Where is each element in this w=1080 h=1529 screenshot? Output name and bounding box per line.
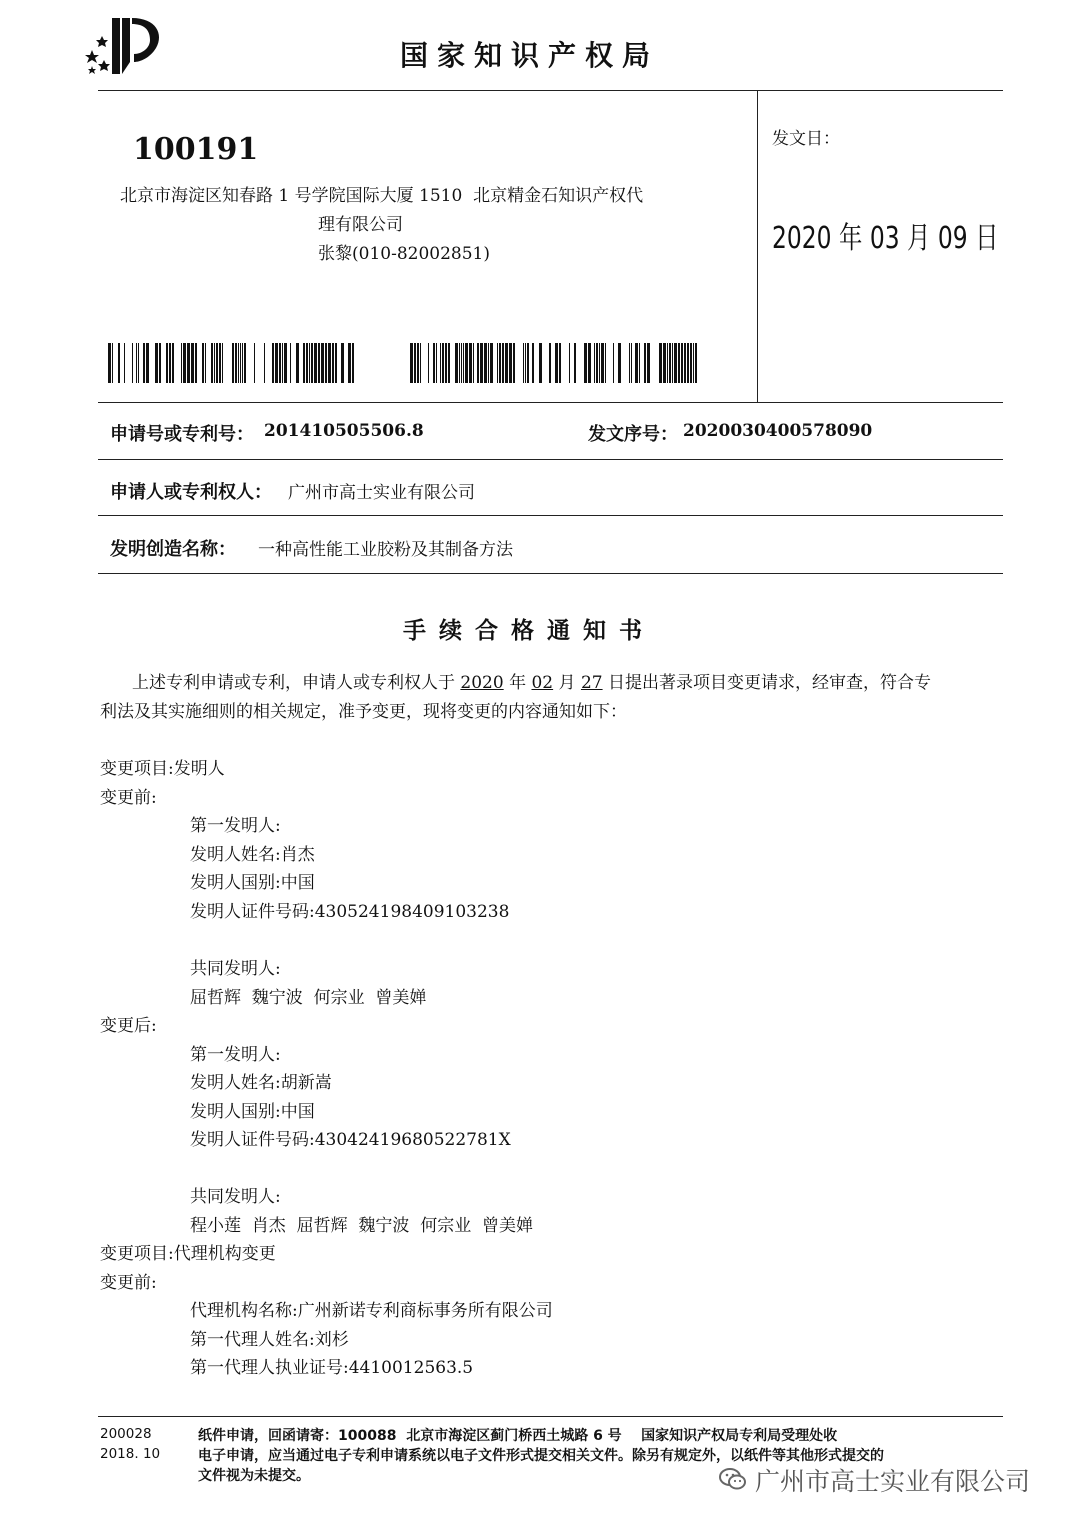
inventor-nationality: 发明人国别:中国 [190, 873, 315, 893]
applicant-name: 广州市高士实业有限公司 [288, 483, 475, 503]
invention-title: 一种高性能工业胶粉及其制备方法 [258, 540, 513, 560]
wechat-icon [718, 1466, 748, 1492]
first-agent-license: 第一代理人执业证号:4410012563.5 [190, 1358, 474, 1378]
first-inventor-label: 第一发明人: [190, 1045, 281, 1065]
form-code: 200028 [100, 1426, 152, 1442]
notice-paragraph-line-2: 利法及其实施细则的相关规定，准予变更，现将变更的内容通知如下： [100, 702, 627, 722]
date-column-divider [757, 90, 758, 402]
info-rule-4 [98, 573, 1003, 574]
applicant-label: 申请人或专利权人： [110, 482, 272, 503]
footer-rule [98, 1416, 1003, 1417]
request-day: 27 [580, 673, 603, 693]
first-inventor-label: 第一发明人: [190, 816, 281, 836]
postcode: 100191 [133, 132, 259, 167]
footer-electronic-notice: 电子申请，应当通过电子专利申请系统以电子文件形式提交相关文件。除另有规定外，以纸件等其他形式提交的 [198, 1448, 884, 1464]
inventor-name: 发明人姓名:肖杰 [190, 845, 315, 865]
notice-paragraph-line-1 [132, 668, 931, 693]
co-inventors-list: 程小莲 肖杰 屈哲辉 魏宁波 何宗业 曾美婵 [190, 1216, 534, 1236]
para-text-a: 上述专利申请或专利，申请人或专利权人于 [132, 673, 461, 693]
watermark-text: 广州市高士实业有限公司 [755, 1467, 1031, 1496]
request-month: 02 [531, 673, 554, 693]
address-line-2: 理有限公司 [318, 215, 403, 235]
agency-name: 代理机构名称:广州新诺专利商标事务所有限公司 [190, 1301, 553, 1321]
info-rule-1 [98, 402, 1003, 403]
co-inventors-label: 共同发明人: [190, 1187, 281, 1207]
invention-title-label: 发明创造名称： [110, 539, 236, 560]
inventor-name: 发明人姓名:胡新嵩 [190, 1073, 332, 1093]
serial-number: 2020030400578090 [683, 421, 873, 441]
application-number: 201410505506.8 [264, 421, 424, 441]
inventor-id: 发明人证件号码:430524198409103238 [190, 902, 510, 922]
cnipa-logo [78, 12, 164, 78]
info-rule-2 [98, 459, 1003, 460]
inventor-nationality: 发明人国别:中国 [190, 1102, 315, 1122]
co-inventors-label: 共同发明人: [190, 959, 281, 979]
dispatch-date-label: 发文日： [772, 129, 840, 149]
contact: 张黎(010-82002851) [318, 244, 490, 264]
first-agent-name: 第一代理人姓名:刘杉 [190, 1330, 349, 1350]
dispatch-date: 2020 年 03 月 09 日 [772, 221, 999, 256]
office-title: 国家知识产权局 [400, 39, 660, 72]
info-rule-3 [98, 515, 1003, 516]
notice-title: 手续合格通知书 [403, 618, 655, 644]
change-item-agency: 变更项目:代理机构变更 [100, 1244, 276, 1264]
serial-number-label: 发文序号： [588, 424, 678, 445]
before-change-label: 变更前: [100, 788, 157, 808]
footer-electronic-notice-cont: 文件视为未提交。 [198, 1468, 310, 1484]
barcode-left [108, 343, 354, 383]
request-year: 2020 [460, 673, 504, 693]
header-rule [98, 90, 1003, 91]
after-change-label: 变更后: [100, 1016, 157, 1036]
inventor-id: 发明人证件号码:43042419680522781X [190, 1130, 511, 1150]
footer-mail-notice: 纸件申请，回函请寄：100088 北京市海淀区蓟门桥西土城路 6 号 国家知识产权局专利局受理处收 [198, 1428, 838, 1444]
address-line-1: 北京市海淀区知春路 1 号学院国际大厦 1510 北京精金石知识产权代 [120, 186, 644, 206]
change-item-inventor: 变更项目:发明人 [100, 759, 225, 779]
application-number-label: 申请号或专利号： [110, 424, 254, 445]
para-text-b: 日提出著录项目变更请求，经审查，符合专 [602, 673, 931, 693]
before-change-label: 变更前: [100, 1273, 157, 1293]
form-version: 2018. 10 [100, 1446, 161, 1462]
month-unit: 月 [553, 673, 581, 693]
co-inventors-list: 屈哲辉 魏宁波 何宗业 曾美婵 [190, 988, 427, 1008]
barcode-right [404, 343, 698, 383]
year-unit: 年 [503, 673, 532, 693]
